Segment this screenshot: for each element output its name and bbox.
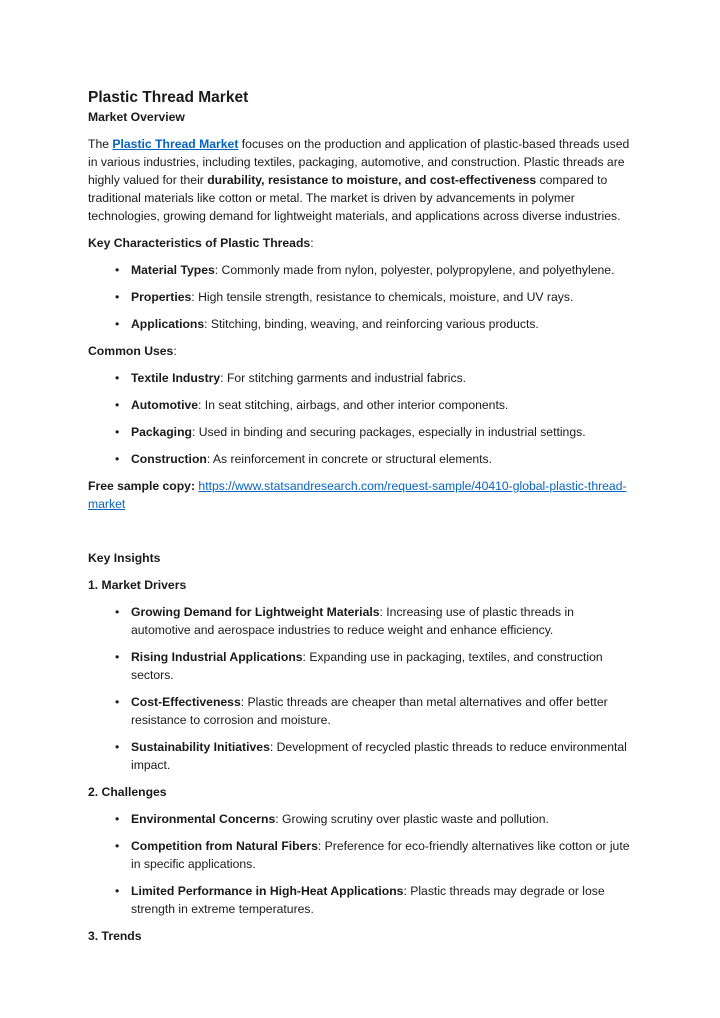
intro-bold-text: durability, resistance to moisture, and cost-effectiveness [207,173,537,187]
common-uses-colon: : [173,344,177,358]
common-uses-list [88,369,636,468]
blank-line [88,522,636,549]
intro-paragraph [88,135,636,225]
list-item-desc: : Preference for eco-friendly alternatives like cotton or jute in specific applications. [131,839,630,871]
bullet-icon: • [115,812,120,826]
trends-heading-text: 3. Trends [88,929,142,943]
bullet-icon: • [115,371,120,385]
free-sample-label: Free sample copy: [88,479,199,493]
list-item [88,261,636,279]
list-item-term: Environmental Concerns [131,812,276,826]
intro-text-1: The [88,137,113,151]
bullet-icon: • [115,884,120,898]
list-item-desc: : Stitching, binding, weaving, and reinforcing various products. [204,317,539,331]
bullet-icon: • [115,452,120,466]
characteristics-heading [88,234,636,252]
bullet-icon: • [115,263,120,277]
list-item-term: Cost-Effectiveness [131,695,241,709]
list-item-desc: : Expanding use in packaging, textiles, and construction sectors. [131,650,603,682]
list-item-desc: : Plastic threads may degrade or lose strength in extreme temperatures. [131,884,605,916]
bullet-icon: • [115,740,120,754]
bullet-icon: • [115,317,120,331]
list-item [88,315,636,333]
list-item-desc: : Used in binding and securing packages, especially in industrial settings. [191,425,586,439]
intro-text-2: focuses on the production and application of plastic-based threads used in various industries, including textiles, packaging, automotive, and construction. Plastic threads are highly valued for their [88,137,630,187]
list-item-desc: : Development of recycled plastic threads to reduce environmental impact. [131,740,627,772]
list-item [88,837,636,873]
list-item-term: Material Types [131,263,215,277]
free-sample-link[interactable]: https://www.statsandresearch.com/request-sample/40410-global-plastic-thread-market [88,479,627,511]
list-item-desc: : Increasing use of plastic threads in automotive and aerospace industries to reduce weight and enhance efficiency. [131,605,574,637]
bullet-icon: • [115,398,120,412]
list-item-term: Competition from Natural Fibers [131,839,318,853]
bullet-icon: • [115,839,120,853]
free-sample-line [88,477,636,513]
bullet-icon: • [115,290,120,304]
list-item [88,603,636,639]
market-drivers-heading-text: 1. Market Drivers [88,578,187,592]
key-insights-heading-text: Key Insights [88,551,161,565]
list-item-desc: : Plastic threads are cheaper than metal alternatives and offer better resistance to corrosion and moisture. [131,695,608,727]
characteristics-list [88,261,636,333]
section-title-market-overview: Market Overview [88,110,185,124]
characteristics-heading-text: Key Characteristics of Plastic Threads [88,236,311,250]
common-uses-heading-text: Common Uses [88,344,174,358]
bullet-icon: • [115,425,120,439]
list-item-desc: : In seat stitching, airbags, and other interior components. [198,398,509,412]
list-item-term: Packaging [131,425,192,439]
list-item [88,693,636,729]
bullet-icon: • [115,695,120,709]
page-title: Plastic Thread Market [88,89,249,106]
market-drivers-list [88,603,636,774]
list-item-term: Growing Demand for Lightweight Materials [131,605,380,619]
list-item [88,648,636,684]
list-item-desc: : High tensile strength, resistance to chemicals, moisture, and UV rays. [191,290,574,304]
list-item-desc: : Growing scrutiny over plastic waste and pollution. [275,812,549,826]
challenges-heading [88,783,636,801]
list-item [88,882,636,918]
challenges-heading-text: 2. Challenges [88,785,167,799]
list-item-term: Construction [131,452,207,466]
bullet-icon: • [115,650,120,664]
list-item [88,423,636,441]
list-item-term: Automotive [131,398,199,412]
list-item [88,396,636,414]
key-insights-heading [88,549,636,567]
list-item-term: Properties [131,290,192,304]
common-uses-heading [88,342,636,360]
list-item-term: Limited Performance in High-Heat Applications [131,884,404,898]
list-item-term: Rising Industrial Applications [131,650,303,664]
list-item [88,450,636,468]
list-item [88,738,636,774]
list-item [88,810,636,828]
list-item-term: Applications [131,317,205,331]
list-item-term: Textile Industry [131,371,221,385]
list-item-term: Sustainability Initiatives [131,740,270,754]
characteristics-colon: : [310,236,314,250]
trends-heading [88,927,636,945]
list-item [88,369,636,387]
list-item [88,288,636,306]
list-item-desc: : For stitching garments and industrial fabrics. [220,371,467,385]
list-item-desc: : Commonly made from nylon, polyester, polypropylene, and polyethylene. [214,263,615,277]
challenges-list [88,810,636,918]
list-item-desc: : As reinforcement in concrete or structural elements. [206,452,493,466]
intro-text-3: compared to traditional materials like cotton or metal. The market is driven by advancements in polymer technologies, growing demand for lightweight materials, and applications across diverse industries. [88,173,621,223]
plastic-thread-market-link[interactable]: Plastic Thread Market [112,137,239,151]
bullet-icon: • [115,605,120,619]
document-page [88,88,636,954]
market-drivers-heading [88,576,636,594]
